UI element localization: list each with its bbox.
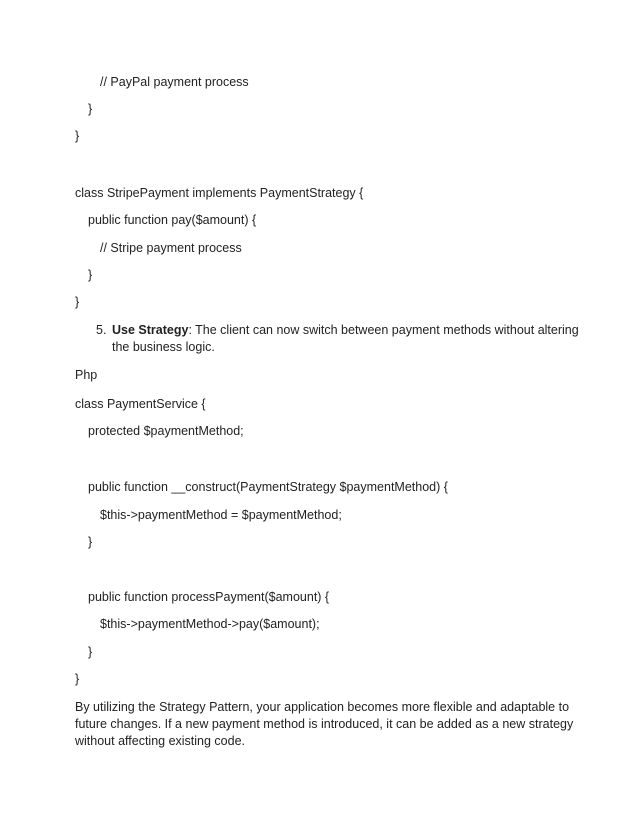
closing-paragraph: By utilizing the Strategy Pattern, your application becomes more flexible and adaptable to future changes. If a new payment method is introduced, it can be added as a new strategy without affecting existing code. bbox=[75, 700, 574, 748]
code-line: class PaymentService { bbox=[75, 397, 206, 411]
code-line: // Stripe payment process bbox=[100, 241, 242, 255]
language-label: Php bbox=[75, 368, 98, 382]
step-body: : The client can now switch between payment methods without altering the business logic. bbox=[112, 323, 579, 354]
code-line: $this->paymentMethod->pay($amount); bbox=[100, 617, 320, 631]
code-line: public function processPayment($amount) { bbox=[88, 590, 330, 604]
code-line: public function __construct(PaymentStrategy $paymentMethod) { bbox=[88, 480, 448, 494]
code-line: } bbox=[88, 268, 93, 282]
code-line: class StripePayment implements PaymentStrategy { bbox=[75, 186, 364, 200]
code-line: } bbox=[75, 129, 80, 143]
step-text bbox=[112, 322, 582, 356]
code-line: } bbox=[88, 645, 93, 659]
code-line: } bbox=[88, 535, 93, 549]
step-number: 5. bbox=[96, 323, 107, 337]
code-line: } bbox=[75, 295, 80, 309]
step-title: Use Strategy bbox=[112, 323, 189, 337]
code-line: public function pay($amount) { bbox=[88, 213, 257, 227]
code-line: protected $paymentMethod; bbox=[88, 424, 244, 438]
code-line: $this->paymentMethod = $paymentMethod; bbox=[100, 508, 342, 522]
code-line: // PayPal payment process bbox=[100, 75, 249, 89]
code-line: } bbox=[75, 672, 80, 686]
code-line: } bbox=[88, 102, 93, 116]
